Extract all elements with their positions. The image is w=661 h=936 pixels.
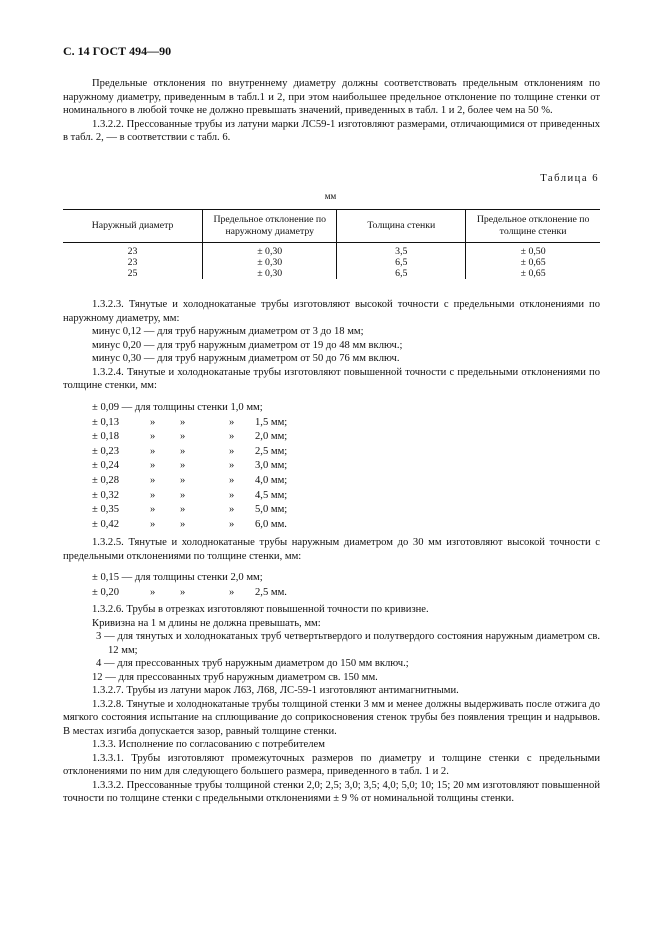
curvature-item: 4 — для прессованных труб наружным диаметром до 150 мм включ.; — [96, 658, 409, 669]
diameter-tolerance-list — [63, 325, 600, 366]
table-header-cell: Предельное отклонение по толщине стенки — [466, 210, 600, 243]
ditto-mark: » — [150, 518, 156, 530]
ditto-mark: » — [229, 504, 235, 516]
ditto-mark: » — [180, 504, 186, 516]
paragraph-1-3-2-5: 1.3.2.5. Тянутые и холоднокатаные трубы наружным диаметром до 30 мм изготовляют высокой точности с предельными отклонениями по толщине стенки, мм: — [63, 537, 600, 562]
ditto-mark: » — [150, 586, 156, 598]
table-row — [63, 257, 600, 268]
intro-section — [63, 77, 600, 145]
paragraph-1-3-2-8: 1.3.2.8. Тянутые и холоднокатаные трубы толщиной стенки 3 мм и менее должны выдерживать после отжига до мягкого состояния испытание на сплющивание до соприкосновения стенок трубы без появления трещин и надрывов. В местах изгиба допускается зазор, равный толщине стенки. — [63, 698, 600, 737]
list-item: минус 0,20 — для труб наружным диаметром от 19 до 48 мм включ.; — [92, 339, 403, 351]
tolerance-value: ± 0,18 — [92, 431, 120, 443]
paragraph-1-3-2-2: 1.3.2.2. Прессованные трубы из латуни марки ЛС59-1 изготовляют размерами, отличающимися от приведенных в табл. 2, — в соответствии с табл. 6. — [63, 118, 600, 143]
paragraph-1-3-3: 1.3.3. Исполнение по согласованию с потребителем — [92, 739, 325, 750]
table-cell: ± 0,65 — [466, 257, 600, 268]
ditto-mark: » — [229, 586, 235, 598]
table-cell: ± 0,30 — [203, 257, 337, 268]
table-header-cell: Предельное отклонение по наружному диаметру — [203, 210, 337, 243]
ditto-mark: » — [180, 489, 186, 501]
ditto-mark: » — [229, 445, 235, 457]
curvature-intro: Кривизна на 1 м длины не должна превышать, мм: — [92, 617, 321, 629]
ditto-mark: » — [150, 445, 156, 457]
curvature-item: 12 — для прессованных труб наружным диаметром св. 150 мм. — [92, 671, 378, 683]
table-caption: Таблица 6 — [540, 173, 599, 184]
table-cell: ± 0,30 — [203, 268, 337, 279]
table-cell: 6,5 — [337, 257, 466, 268]
ditto-mark: » — [229, 431, 235, 443]
ditto-mark: » — [150, 431, 156, 443]
ditto-mark: » — [150, 504, 156, 516]
ditto-mark: » — [180, 474, 186, 486]
table-6 — [63, 209, 600, 279]
ditto-mark: » — [229, 460, 235, 472]
ditto-mark: » — [180, 518, 186, 530]
ditto-mark: » — [180, 431, 186, 443]
ditto-mark: » — [150, 460, 156, 472]
tolerance-line: ± 0,15 — для толщины стенки 2,0 мм; — [92, 572, 263, 583]
ditto-mark: » — [180, 460, 186, 472]
intro-paragraph: Предельные отклонения по внутреннему диаметру должны соответствовать предельным отклонениям по наружному диаметру, приведенным в табл.1 и 2, при этом наибольшее предельное отклонение по толщине стенки от номинального в любой точке не должно превышать значений, приведенных в табл. 1 и 2, более чем на 50 %. — [63, 78, 600, 116]
table-header-cell: Наружный диаметр — [63, 210, 203, 243]
table-unit: мм — [324, 191, 337, 201]
ditto-mark: » — [229, 489, 235, 501]
section-1-3-2-3 — [63, 298, 600, 393]
thickness-value: 2,0 мм; — [255, 431, 288, 443]
curvature-item: 3 — для тянутых и холоднокатаных труб четвертьтвердого и полутвердого состояния наружным диаметром св. 12 мм; — [96, 631, 600, 656]
list-item: минус 0,30 — для труб наружным диаметром от 50 до 76 мм включ. — [92, 353, 400, 364]
ditto-mark: » — [180, 416, 186, 428]
paragraph-1-3-3-2: 1.3.3.2. Прессованные трубы толщиной стенки 2,0; 2,5; 3,0; 3,5; 4,0; 5,0; 10; 15; 20 мм изготовляют повышенной точности по толщине стенки с предельными отклонениями ± 9 % от номинальной толщины стенки. — [63, 779, 600, 804]
ditto-mark: » — [150, 489, 156, 501]
tolerance-line: ± 0,09 — для толщины стенки 1,0 мм; — [92, 402, 263, 413]
paragraph-1-3-2-3: 1.3.2.3. Тянутые и холоднокатаные трубы изготовляют высокой точности с предельными отклонениями по наружному диаметру, мм: — [63, 299, 600, 324]
table-cell: ± 0,30 — [203, 243, 337, 258]
ditto-mark: » — [229, 416, 235, 428]
tolerance-value: ± 0,42 — [92, 518, 120, 530]
tolerance-value: ± 0,35 — [92, 504, 120, 516]
section-1-3-2-6-onward — [63, 603, 600, 806]
ditto-mark: » — [229, 474, 235, 486]
tolerance-value: ± 0,32 — [92, 489, 120, 501]
page-header: С. 14 ГОСТ 494—90 — [63, 44, 172, 58]
table-cell: 23 — [127, 257, 138, 268]
table-cell: ± 0,50 — [466, 243, 600, 258]
tolerance-value: ± 0,23 — [92, 445, 120, 457]
thickness-value: 5,0 мм; — [255, 504, 288, 516]
thickness-value: 1,5 мм; — [255, 416, 288, 428]
thickness-value: 4,5 мм; — [255, 489, 288, 501]
ditto-mark: » — [150, 474, 156, 486]
tolerance-value: ± 0,28 — [92, 474, 120, 486]
tolerance-value: ± 0,24 — [92, 460, 120, 472]
table-cell: 3,5 — [337, 243, 466, 258]
thickness-value: 6,0 мм. — [255, 518, 287, 530]
tolerance-value: ± 0,20 — [92, 586, 120, 598]
ditto-mark: » — [150, 416, 156, 428]
paragraph-1-3-2-4: 1.3.2.4. Тянутые и холоднокатаные трубы изготовляют повышенной точности с предельными отклонениями по толщине стенки, мм: — [63, 366, 600, 391]
table-cell: 23 — [127, 246, 138, 257]
thickness-value: 2,5 мм. — [255, 586, 287, 598]
thickness-value: 4,0 мм; — [255, 474, 288, 486]
table-cell: 25 — [127, 268, 138, 279]
table-header-cell: Толщина стенки — [337, 210, 466, 243]
table-cell: 6,5 — [337, 268, 466, 279]
tolerance-value: ± 0,13 — [92, 416, 120, 428]
table-row — [63, 243, 600, 258]
paragraph-1-3-2-6: 1.3.2.6. Трубы в отрезках изготовляют повышенной точности по кривизне. — [92, 604, 429, 615]
paragraph-1-3-2-7: 1.3.2.7. Трубы из латуни марок Л63, Л68, ЛС-59-1 изготовляют антимагнитными. — [92, 685, 459, 696]
thickness-value: 3,0 мм; — [255, 460, 288, 472]
section-1-3-2-5 — [63, 536, 600, 563]
list-item: минус 0,12 — для труб наружным диаметром от 3 до 18 мм; — [92, 326, 364, 337]
table-cell: ± 0,65 — [466, 268, 600, 279]
paragraph-1-3-3-1: 1.3.3.1. Трубы изготовляют промежуточных размеров по диаметру и толщине стенки с предельными отклонениями по ним для следующего большего размера, приведенного в табл. 1 и 2. — [63, 752, 600, 777]
table-row — [63, 268, 600, 279]
thickness-value: 2,5 мм; — [255, 445, 288, 457]
ditto-mark: » — [180, 445, 186, 457]
ditto-mark: » — [180, 586, 186, 598]
ditto-mark: » — [229, 518, 235, 530]
